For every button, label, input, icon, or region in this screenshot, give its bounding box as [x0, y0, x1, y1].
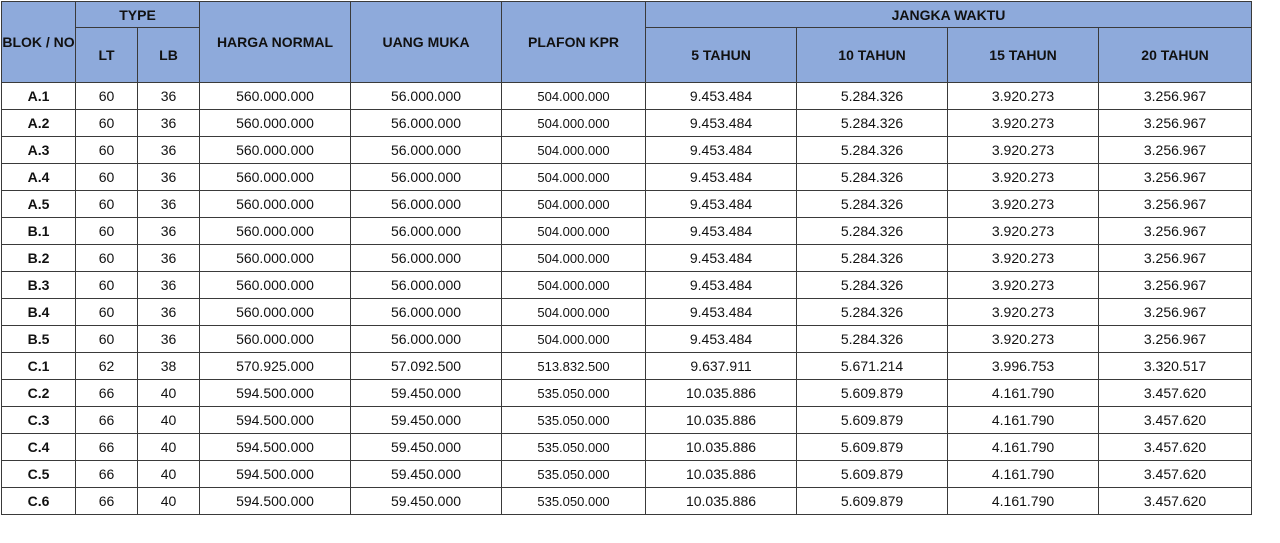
cell-plafon-kpr: 504.000.000 — [502, 83, 646, 110]
cell-lt: 66 — [76, 434, 138, 461]
cell-plafon-kpr: 535.050.000 — [502, 407, 646, 434]
cell-20-tahun: 3.457.620 — [1099, 461, 1252, 488]
cell-20-tahun: 3.457.620 — [1099, 407, 1252, 434]
table-row — [2, 164, 1252, 191]
cell-harga-normal: 560.000.000 — [200, 245, 351, 272]
table-row — [2, 353, 1252, 380]
cell-10-tahun: 5.609.879 — [797, 488, 948, 515]
cell-20-tahun: 3.457.620 — [1099, 488, 1252, 515]
cell-uang-muka: 56.000.000 — [351, 83, 502, 110]
cell-5-tahun: 9.453.484 — [646, 110, 797, 137]
cell-5-tahun: 9.453.484 — [646, 326, 797, 353]
cell-10-tahun: 5.284.326 — [797, 245, 948, 272]
cell-blok: C.1 — [2, 353, 76, 380]
cell-lt: 60 — [76, 299, 138, 326]
cell-lt: 60 — [76, 83, 138, 110]
cell-lt: 66 — [76, 407, 138, 434]
cell-lb: 36 — [138, 110, 200, 137]
cell-plafon-kpr: 535.050.000 — [502, 461, 646, 488]
cell-uang-muka: 56.000.000 — [351, 272, 502, 299]
table-row — [2, 245, 1252, 272]
cell-plafon-kpr: 504.000.000 — [502, 137, 646, 164]
cell-plafon-kpr: 504.000.000 — [502, 218, 646, 245]
cell-10-tahun: 5.284.326 — [797, 83, 948, 110]
table-row — [2, 191, 1252, 218]
cell-5-tahun: 9.453.484 — [646, 83, 797, 110]
cell-15-tahun: 3.920.273 — [948, 326, 1099, 353]
cell-harga-normal: 560.000.000 — [200, 299, 351, 326]
cell-15-tahun: 3.920.273 — [948, 272, 1099, 299]
header-lb: LB — [138, 28, 200, 83]
table-header — [2, 2, 1252, 83]
cell-uang-muka: 56.000.000 — [351, 245, 502, 272]
cell-lt: 60 — [76, 218, 138, 245]
cell-10-tahun: 5.284.326 — [797, 326, 948, 353]
cell-blok: C.3 — [2, 407, 76, 434]
cell-uang-muka: 56.000.000 — [351, 164, 502, 191]
cell-plafon-kpr: 535.050.000 — [502, 488, 646, 515]
cell-5-tahun: 10.035.886 — [646, 407, 797, 434]
cell-plafon-kpr: 504.000.000 — [502, 191, 646, 218]
cell-5-tahun: 10.035.886 — [646, 380, 797, 407]
cell-lb: 40 — [138, 434, 200, 461]
cell-uang-muka: 56.000.000 — [351, 110, 502, 137]
cell-harga-normal: 560.000.000 — [200, 83, 351, 110]
cell-lt: 60 — [76, 110, 138, 137]
cell-uang-muka: 59.450.000 — [351, 461, 502, 488]
table-row — [2, 380, 1252, 407]
cell-5-tahun: 9.453.484 — [646, 245, 797, 272]
cell-harga-normal: 560.000.000 — [200, 218, 351, 245]
cell-harga-normal: 594.500.000 — [200, 434, 351, 461]
cell-10-tahun: 5.671.214 — [797, 353, 948, 380]
cell-lb: 36 — [138, 272, 200, 299]
cell-blok: B.2 — [2, 245, 76, 272]
cell-harga-normal: 594.500.000 — [200, 461, 351, 488]
cell-10-tahun: 5.609.879 — [797, 461, 948, 488]
cell-blok: A.4 — [2, 164, 76, 191]
header-15-tahun: 15 TAHUN — [948, 28, 1099, 83]
cell-20-tahun: 3.320.517 — [1099, 353, 1252, 380]
cell-lt: 60 — [76, 191, 138, 218]
cell-15-tahun: 3.920.273 — [948, 299, 1099, 326]
cell-harga-normal: 560.000.000 — [200, 326, 351, 353]
table-row — [2, 218, 1252, 245]
cell-5-tahun: 9.637.911 — [646, 353, 797, 380]
cell-lb: 38 — [138, 353, 200, 380]
cell-lb: 36 — [138, 83, 200, 110]
cell-lb: 36 — [138, 326, 200, 353]
cell-15-tahun: 3.920.273 — [948, 83, 1099, 110]
cell-lt: 66 — [76, 461, 138, 488]
cell-lt: 66 — [76, 380, 138, 407]
cell-20-tahun: 3.256.967 — [1099, 164, 1252, 191]
cell-lt: 66 — [76, 488, 138, 515]
cell-lb: 36 — [138, 245, 200, 272]
cell-uang-muka: 59.450.000 — [351, 407, 502, 434]
cell-uang-muka: 57.092.500 — [351, 353, 502, 380]
table-row — [2, 272, 1252, 299]
cell-blok: B.1 — [2, 218, 76, 245]
cell-harga-normal: 560.000.000 — [200, 164, 351, 191]
cell-plafon-kpr: 504.000.000 — [502, 272, 646, 299]
cell-10-tahun: 5.284.326 — [797, 191, 948, 218]
cell-harga-normal: 560.000.000 — [200, 272, 351, 299]
cell-5-tahun: 9.453.484 — [646, 299, 797, 326]
cell-harga-normal: 560.000.000 — [200, 137, 351, 164]
cell-lb: 36 — [138, 137, 200, 164]
cell-5-tahun: 9.453.484 — [646, 191, 797, 218]
cell-uang-muka: 59.450.000 — [351, 380, 502, 407]
cell-lb: 36 — [138, 191, 200, 218]
cell-plafon-kpr: 535.050.000 — [502, 434, 646, 461]
cell-blok: C.2 — [2, 380, 76, 407]
header-harga-normal: HARGA NORMAL — [200, 2, 351, 83]
cell-plafon-kpr: 513.832.500 — [502, 353, 646, 380]
cell-15-tahun: 3.920.273 — [948, 218, 1099, 245]
cell-20-tahun: 3.256.967 — [1099, 83, 1252, 110]
header-lt: LT — [76, 28, 138, 83]
cell-15-tahun: 4.161.790 — [948, 380, 1099, 407]
cell-blok: C.6 — [2, 488, 76, 515]
cell-15-tahun: 3.920.273 — [948, 137, 1099, 164]
cell-harga-normal: 560.000.000 — [200, 191, 351, 218]
cell-5-tahun: 9.453.484 — [646, 137, 797, 164]
cell-plafon-kpr: 504.000.000 — [502, 245, 646, 272]
price-table — [1, 1, 1252, 515]
cell-lt: 60 — [76, 272, 138, 299]
cell-15-tahun: 3.996.753 — [948, 353, 1099, 380]
cell-harga-normal: 594.500.000 — [200, 488, 351, 515]
cell-plafon-kpr: 504.000.000 — [502, 164, 646, 191]
cell-lb: 36 — [138, 299, 200, 326]
cell-plafon-kpr: 504.000.000 — [502, 326, 646, 353]
cell-15-tahun: 3.920.273 — [948, 191, 1099, 218]
cell-uang-muka: 56.000.000 — [351, 137, 502, 164]
table-row — [2, 110, 1252, 137]
cell-20-tahun: 3.256.967 — [1099, 137, 1252, 164]
cell-blok: C.4 — [2, 434, 76, 461]
table-row — [2, 83, 1252, 110]
cell-lt: 60 — [76, 137, 138, 164]
cell-15-tahun: 4.161.790 — [948, 488, 1099, 515]
cell-harga-normal: 570.925.000 — [200, 353, 351, 380]
cell-blok: C.5 — [2, 461, 76, 488]
table-row — [2, 299, 1252, 326]
cell-15-tahun: 4.161.790 — [948, 461, 1099, 488]
cell-10-tahun: 5.284.326 — [797, 299, 948, 326]
cell-lb: 40 — [138, 380, 200, 407]
table-body — [2, 83, 1252, 515]
cell-harga-normal: 560.000.000 — [200, 110, 351, 137]
header-20-tahun: 20 TAHUN — [1099, 28, 1252, 83]
header-5-tahun: 5 TAHUN — [646, 28, 797, 83]
cell-blok: A.5 — [2, 191, 76, 218]
cell-blok: A.1 — [2, 83, 76, 110]
cell-uang-muka: 56.000.000 — [351, 218, 502, 245]
cell-15-tahun: 4.161.790 — [948, 434, 1099, 461]
cell-5-tahun: 9.453.484 — [646, 218, 797, 245]
table-row — [2, 488, 1252, 515]
cell-20-tahun: 3.256.967 — [1099, 191, 1252, 218]
cell-10-tahun: 5.284.326 — [797, 164, 948, 191]
cell-5-tahun: 10.035.886 — [646, 488, 797, 515]
cell-blok: A.3 — [2, 137, 76, 164]
cell-10-tahun: 5.284.326 — [797, 272, 948, 299]
header-blok: BLOK / NO — [2, 2, 76, 83]
header-plafon-kpr: PLAFON KPR — [502, 2, 646, 83]
cell-lb: 40 — [138, 488, 200, 515]
cell-blok: B.4 — [2, 299, 76, 326]
cell-lt: 60 — [76, 164, 138, 191]
cell-lb: 36 — [138, 218, 200, 245]
table-row — [2, 326, 1252, 353]
header-10-tahun: 10 TAHUN — [797, 28, 948, 83]
header-type: TYPE — [76, 2, 200, 28]
cell-lb: 40 — [138, 461, 200, 488]
cell-uang-muka: 59.450.000 — [351, 434, 502, 461]
cell-uang-muka: 56.000.000 — [351, 299, 502, 326]
cell-10-tahun: 5.284.326 — [797, 218, 948, 245]
cell-10-tahun: 5.609.879 — [797, 434, 948, 461]
cell-15-tahun: 3.920.273 — [948, 245, 1099, 272]
table-row — [2, 137, 1252, 164]
cell-lb: 36 — [138, 164, 200, 191]
cell-10-tahun: 5.609.879 — [797, 407, 948, 434]
cell-20-tahun: 3.256.967 — [1099, 245, 1252, 272]
cell-20-tahun: 3.256.967 — [1099, 326, 1252, 353]
cell-blok: A.2 — [2, 110, 76, 137]
cell-lt: 60 — [76, 245, 138, 272]
cell-20-tahun: 3.256.967 — [1099, 299, 1252, 326]
cell-lt: 62 — [76, 353, 138, 380]
cell-5-tahun: 9.453.484 — [646, 164, 797, 191]
table-row — [2, 434, 1252, 461]
cell-20-tahun: 3.256.967 — [1099, 218, 1252, 245]
cell-5-tahun: 10.035.886 — [646, 461, 797, 488]
table-row — [2, 407, 1252, 434]
cell-15-tahun: 4.161.790 — [948, 407, 1099, 434]
cell-plafon-kpr: 504.000.000 — [502, 299, 646, 326]
cell-5-tahun: 9.453.484 — [646, 272, 797, 299]
cell-10-tahun: 5.609.879 — [797, 380, 948, 407]
cell-harga-normal: 594.500.000 — [200, 380, 351, 407]
cell-blok: B.3 — [2, 272, 76, 299]
cell-15-tahun: 3.920.273 — [948, 164, 1099, 191]
cell-harga-normal: 594.500.000 — [200, 407, 351, 434]
cell-20-tahun: 3.256.967 — [1099, 272, 1252, 299]
cell-uang-muka: 56.000.000 — [351, 326, 502, 353]
cell-20-tahun: 3.457.620 — [1099, 434, 1252, 461]
cell-lb: 40 — [138, 407, 200, 434]
cell-plafon-kpr: 535.050.000 — [502, 380, 646, 407]
header-jangka-waktu: JANGKA WAKTU — [646, 2, 1252, 28]
cell-10-tahun: 5.284.326 — [797, 137, 948, 164]
cell-15-tahun: 3.920.273 — [948, 110, 1099, 137]
cell-uang-muka: 59.450.000 — [351, 488, 502, 515]
cell-10-tahun: 5.284.326 — [797, 110, 948, 137]
cell-lt: 60 — [76, 326, 138, 353]
table-row — [2, 461, 1252, 488]
cell-plafon-kpr: 504.000.000 — [502, 110, 646, 137]
header-uang-muka: UANG MUKA — [351, 2, 502, 83]
cell-5-tahun: 10.035.886 — [646, 434, 797, 461]
cell-20-tahun: 3.256.967 — [1099, 110, 1252, 137]
cell-uang-muka: 56.000.000 — [351, 191, 502, 218]
cell-blok: B.5 — [2, 326, 76, 353]
cell-20-tahun: 3.457.620 — [1099, 380, 1252, 407]
